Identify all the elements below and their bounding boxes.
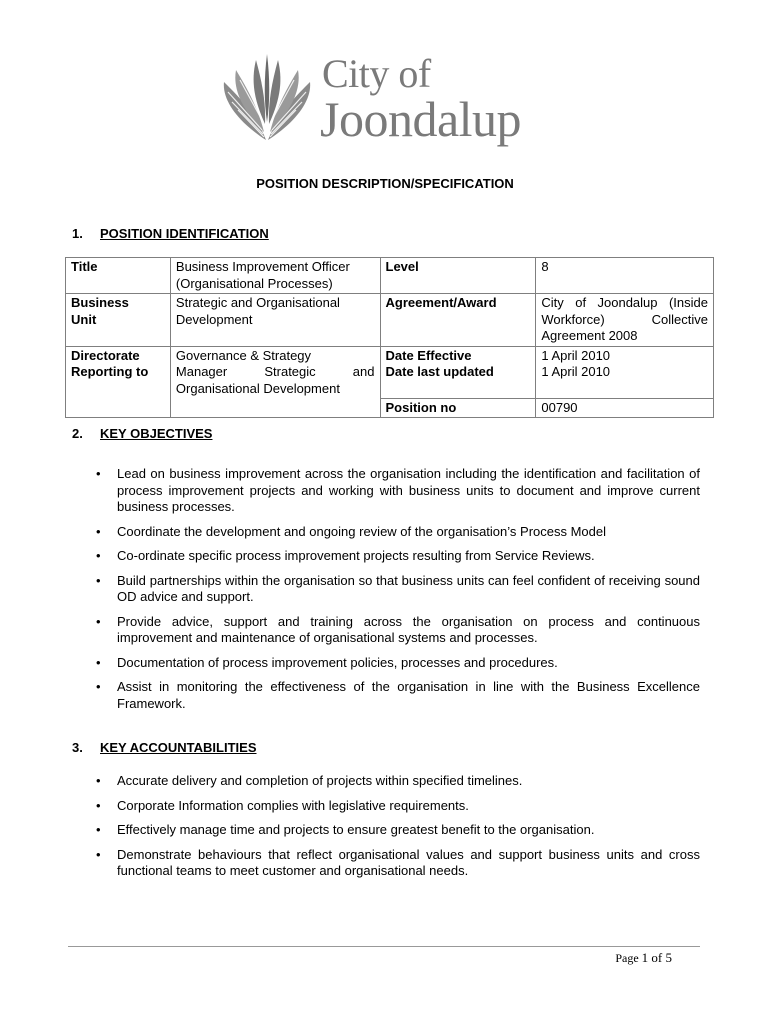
section-1-number: 1. <box>72 226 83 241</box>
list-item: • Assist in monitoring the effectiveness of the organisation in line with the Business Excellence Framework. <box>96 679 700 712</box>
position-no-label: Position no <box>385 399 457 415</box>
section-3-number: 3. <box>72 740 83 755</box>
title-value-cell <box>170 258 380 294</box>
business-unit-value-cell <box>170 294 380 347</box>
key-accountabilities-list <box>96 773 700 888</box>
page-number <box>615 950 672 966</box>
list-item: • Effectively manage time and projects to ensure greatest benefit to the organisation. <box>96 822 700 839</box>
list-item: • Demonstrate behaviours that reflect organisational values and support business units and cross functional teams to meet customer and organisational needs. <box>96 847 700 880</box>
agreement-value-cell <box>536 294 714 347</box>
date-effective-label-cell <box>380 346 536 398</box>
list-item: • Accurate delivery and completion of projects within specified timelines. <box>96 773 700 790</box>
section-1-heading <box>72 226 269 241</box>
level-value: 8 <box>541 259 549 274</box>
table-row <box>66 346 714 398</box>
directorate-value: Governance & Strategy <box>175 347 312 363</box>
key-objectives-list <box>96 466 700 720</box>
business-unit-value-line: Strategic and Organisational <box>175 295 340 310</box>
city-logo <box>218 52 538 152</box>
table-row <box>66 398 714 418</box>
logo-text-joondalup: Joondalup <box>320 91 522 147</box>
table-row <box>66 294 714 347</box>
directorate-value-cell <box>170 346 380 398</box>
position-no-value: 00790 <box>541 399 578 415</box>
document-title: POSITION DESCRIPTION/SPECIFICATION <box>256 176 514 191</box>
list-item: • Lead on business improvement across the organisation including the identification and facilitation of process improvement projects and working with business units to document and improve current business processes. <box>96 466 700 516</box>
position-no-label-cell <box>380 398 536 418</box>
title-value-line: Business Improvement Officer <box>175 259 350 274</box>
title-value-line: (Organisational Processes) <box>175 275 333 291</box>
list-item: • Build partnerships within the organisation so that business units can feel confident of receiving sound OD advice and support. <box>96 573 700 606</box>
section-2-number: 2. <box>72 426 83 441</box>
section-3-title: KEY ACCOUNTABILITIES <box>100 740 257 755</box>
position-identification-table <box>65 257 714 418</box>
page-current: 1 <box>641 950 649 965</box>
date-effective-value-cell <box>536 346 714 398</box>
position-no-value-cell <box>536 398 714 418</box>
section-2-title: KEY OBJECTIVES <box>100 426 213 441</box>
agreement-value-line: City of Joondalup (Inside <box>541 295 708 310</box>
empty-cell <box>170 398 380 418</box>
page-total: 5 <box>665 950 672 965</box>
level-value-cell <box>536 258 714 294</box>
empty-cell <box>66 398 171 418</box>
footer-divider <box>68 946 700 947</box>
agreement-label: Agreement/Award <box>385 295 497 310</box>
agreement-value-line: Agreement 2008 <box>541 328 638 343</box>
reporting-to-value-line: Manager Strategic and <box>175 364 375 379</box>
list-item: • Documentation of process improvement policies, processes and procedures. <box>96 655 700 672</box>
table-row <box>66 258 714 294</box>
logo-text-city-of: City of <box>322 51 431 96</box>
business-unit-label: Business <box>71 295 129 310</box>
date-effective-label: Date Effective <box>385 347 472 363</box>
level-label-cell <box>380 258 536 294</box>
date-effective-value: 1 April 2010 <box>541 347 611 363</box>
directorate-label: Directorate <box>71 347 140 363</box>
business-unit-label-cell <box>66 294 171 347</box>
agreement-value-line: Workforce) Collective <box>541 311 708 327</box>
section-2-heading <box>72 426 212 441</box>
section-3-heading <box>72 740 257 755</box>
page-prefix: Page <box>615 951 642 965</box>
reporting-to-label: Reporting to <box>71 364 149 379</box>
list-item: • Co-ordinate specific process improvement projects resulting from Service Reviews. <box>96 548 700 565</box>
reporting-to-value-line: Organisational Development <box>175 380 340 396</box>
date-updated-label: Date last updated <box>385 364 494 379</box>
list-item: • Corporate Information complies with legislative requirements. <box>96 798 700 815</box>
page-separator: of <box>648 950 666 965</box>
business-unit-label: Unit <box>71 311 97 327</box>
title-label: Title <box>71 259 98 274</box>
directorate-label-cell <box>66 346 171 398</box>
list-item: • Provide advice, support and training across the organisation on process and continuous improvement and maintenance of organisational systems and processes. <box>96 614 700 647</box>
level-label: Level <box>385 259 419 274</box>
logo-emblem-icon <box>218 52 318 147</box>
title-label-cell <box>66 258 171 294</box>
agreement-label-cell <box>380 294 536 347</box>
date-updated-value: 1 April 2010 <box>541 364 611 379</box>
list-item: • Coordinate the development and ongoing review of the organisation’s Process Model <box>96 524 700 541</box>
section-1-title: POSITION IDENTIFICATION <box>100 226 269 241</box>
business-unit-value-line: Development <box>175 311 253 327</box>
